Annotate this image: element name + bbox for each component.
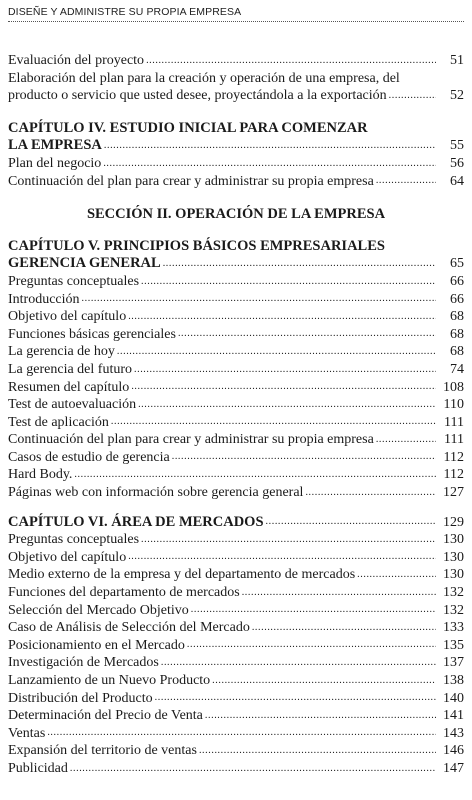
toc-entry-page: 143 xyxy=(443,725,464,741)
toc-entry-page: 68 xyxy=(450,344,464,360)
toc-entry-page: 110 xyxy=(443,397,464,413)
toc-entry-title: Determinación del Precio de Venta xyxy=(8,708,203,724)
chapter-heading[interactable] xyxy=(8,514,464,532)
toc-entry[interactable] xyxy=(8,173,464,191)
toc-entry-title: Resumen del capítulo xyxy=(8,379,130,395)
toc-entry[interactable] xyxy=(8,326,464,344)
toc-entry-title: Medio externo de la empresa y del departamento de mercados xyxy=(8,567,356,583)
leader-dots xyxy=(205,711,436,721)
toc-entry[interactable] xyxy=(8,87,464,105)
leader-dots xyxy=(111,417,436,427)
toc-entry-page: 130 xyxy=(443,532,464,548)
leader-dots xyxy=(266,517,436,527)
toc-entry-page: 74 xyxy=(450,361,464,377)
toc-entry-title: Posicionamiento en el Mercado xyxy=(8,637,185,653)
toc-entry-page: 51 xyxy=(450,53,464,68)
leader-dots xyxy=(128,312,436,322)
toc-entry[interactable] xyxy=(8,308,464,326)
toc-entry-title: Objetivo del capítulo xyxy=(8,549,127,565)
toc-entry[interactable] xyxy=(8,602,464,620)
toc-entry-title: Test de autoevaluación xyxy=(8,397,137,413)
toc-entry[interactable] xyxy=(8,379,464,397)
leader-dots xyxy=(117,347,436,357)
toc-entry-title: producto o servicio que usted desee, proyectándola a la exportación xyxy=(8,88,387,104)
chapter-page: 55 xyxy=(450,138,464,154)
toc-entry-title: Investigación de Mercados xyxy=(8,655,159,671)
toc-entry[interactable] xyxy=(8,742,464,760)
toc-entry[interactable] xyxy=(8,343,464,361)
toc-entry-page: 132 xyxy=(443,585,464,601)
toc-entry[interactable] xyxy=(8,760,464,778)
leader-dots xyxy=(163,259,436,269)
toc-entry-title: Elaboración del plan para la creación y operación de una empresa, del xyxy=(8,70,400,86)
toc-entry[interactable] xyxy=(8,396,464,414)
toc-entry-line1[interactable] xyxy=(8,70,464,88)
toc-entry[interactable] xyxy=(8,273,464,291)
leader-dots xyxy=(138,400,436,410)
toc-entry[interactable] xyxy=(8,637,464,655)
toc-entry-page: 138 xyxy=(443,673,464,688)
leader-dots xyxy=(172,452,436,462)
toc-entry-page: 130 xyxy=(443,567,464,583)
toc-entry-page: 111 xyxy=(444,414,464,430)
toc-entry[interactable] xyxy=(8,155,464,173)
leader-dots xyxy=(146,56,436,66)
toc-entry-title: Ventas xyxy=(8,725,46,741)
toc-entry-title: Funciones básicas gerenciales xyxy=(8,326,176,342)
toc-entry-page: 132 xyxy=(443,602,464,618)
toc-entry-title: Distribución del Producto xyxy=(8,690,153,706)
toc-entry-page: 68 xyxy=(450,309,464,325)
chapter-heading-line1: CAPÍTULO IV. ESTUDIO INICIAL PARA COMENZAR xyxy=(8,119,368,136)
leader-dots xyxy=(47,728,436,738)
toc-entry-title: Casos de estudio de gerencia xyxy=(8,449,170,465)
toc-entry[interactable] xyxy=(8,725,464,743)
leader-dots xyxy=(212,676,436,686)
leader-dots xyxy=(134,365,436,375)
chapter-page: 129 xyxy=(443,514,464,530)
toc-entry-title: Caso de Análisis de Selección del Mercado xyxy=(8,620,250,636)
toc-entry-page: 56 xyxy=(450,155,464,171)
toc-entry[interactable] xyxy=(8,466,464,484)
toc-entry-page: 137 xyxy=(443,655,464,671)
toc-entry-title: Preguntas conceptuales xyxy=(8,532,140,548)
leader-dots xyxy=(376,435,436,445)
toc-entry[interactable] xyxy=(8,431,464,449)
chapter-heading[interactable] xyxy=(8,137,464,155)
toc-entry-title: Evaluación del proyecto xyxy=(8,53,145,68)
toc-entry[interactable] xyxy=(8,52,464,70)
toc-entry-title: Funciones del departamento de mercados xyxy=(8,585,240,601)
chapter-heading-line1: CAPÍTULO V. PRINCIPIOS BÁSICOS EMPRESARIALES xyxy=(8,237,385,254)
toc-entry-title: Expansión del territorio de ventas xyxy=(8,743,197,759)
toc-entry-page: 130 xyxy=(443,549,464,565)
toc-entry-title: La gerencia del futuro xyxy=(8,361,132,377)
toc-entry-page: 147 xyxy=(443,760,464,776)
toc-entry[interactable] xyxy=(8,654,464,672)
leader-dots xyxy=(82,294,436,304)
toc-entry-page: 127 xyxy=(443,485,464,501)
toc-entry-title: La gerencia de hoy xyxy=(8,344,115,360)
toc-entry-title: Preguntas conceptuales xyxy=(8,273,140,289)
toc-entry[interactable] xyxy=(8,414,464,432)
toc-entry-title: Continuación del plan para crear y administrar su propia empresa xyxy=(8,432,374,448)
chapter-title: GERENCIA GENERAL xyxy=(8,255,161,272)
leader-dots xyxy=(199,746,436,756)
toc-entry-page: 112 xyxy=(443,467,464,483)
leader-dots xyxy=(389,91,436,101)
toc-entry-page: 133 xyxy=(443,620,464,636)
toc-entry-title: Continuación del plan para crear y administrar su propia empresa xyxy=(8,173,374,189)
toc-entry-page: 68 xyxy=(450,326,464,342)
leader-dots xyxy=(161,658,436,668)
leader-dots xyxy=(141,535,436,545)
book-title: DISEÑE Y ADMINISTRE SU PROPIA EMPRESA xyxy=(8,6,242,18)
running-header xyxy=(8,6,464,22)
toc-entry-title: Hard Body. xyxy=(8,467,73,483)
toc-entry-page: 108 xyxy=(443,379,464,395)
leader-dots xyxy=(178,329,436,339)
leader-dots xyxy=(70,764,436,774)
toc-entry-title: Lanzamiento de un Nuevo Producto xyxy=(8,673,211,688)
toc-entry-page: 146 xyxy=(443,743,464,759)
leader-dots xyxy=(242,588,436,598)
toc-entry-page: 111 xyxy=(444,432,464,448)
section-title: SECCIÓN II. OPERACIÓN DE LA EMPRESA xyxy=(86,206,386,223)
chapter-title: CAPÍTULO VI. ÁREA DE MERCADOS xyxy=(8,513,264,530)
toc-entry[interactable] xyxy=(8,707,464,725)
leader-dots xyxy=(252,623,436,633)
toc-entry-title: Introducción xyxy=(8,291,80,307)
leader-dots xyxy=(74,470,436,480)
toc-entry-title: Objetivo del capítulo xyxy=(8,309,127,325)
leader-dots xyxy=(131,382,436,392)
toc-entry-title: Publicidad xyxy=(8,760,68,776)
toc-entry-page: 52 xyxy=(450,88,464,104)
toc-entry-page: 66 xyxy=(450,273,464,289)
leader-dots xyxy=(187,640,436,650)
toc-entry-title: Plan del negocio xyxy=(8,155,102,171)
leader-dots xyxy=(103,159,436,169)
toc-entry-page: 135 xyxy=(443,637,464,653)
toc-entry-title: Páginas web con información sobre gerencia general xyxy=(8,485,304,501)
toc-entry[interactable] xyxy=(8,361,464,379)
toc-entry-title: Test de aplicación xyxy=(8,414,109,430)
leader-dots xyxy=(357,570,436,580)
toc-entry-page: 66 xyxy=(450,291,464,307)
toc-entry-page: 64 xyxy=(450,173,464,189)
leader-dots xyxy=(191,605,436,615)
toc-entry[interactable] xyxy=(8,690,464,708)
leader-dots xyxy=(376,176,436,186)
toc-entry-page: 140 xyxy=(443,690,464,706)
leader-dots xyxy=(104,141,436,151)
leader-dots xyxy=(155,693,436,703)
toc-entry[interactable] xyxy=(8,449,464,467)
chapter-heading[interactable] xyxy=(8,255,464,273)
toc-entry[interactable] xyxy=(8,484,464,502)
toc-entry-title: Selección del Mercado Objetivo xyxy=(8,602,189,618)
toc-entry[interactable] xyxy=(8,566,464,584)
toc-entry-page: 141 xyxy=(443,708,464,724)
toc-entry-page: 112 xyxy=(443,449,464,465)
chapter-title: LA EMPRESA xyxy=(8,137,102,154)
toc-entry[interactable] xyxy=(8,291,464,309)
leader-dots xyxy=(141,277,436,287)
leader-dots xyxy=(305,488,436,498)
chapter-page: 65 xyxy=(450,256,464,272)
toc-entry[interactable] xyxy=(8,531,464,549)
toc-entry[interactable] xyxy=(8,549,464,567)
table-of-contents xyxy=(8,52,464,778)
leader-dots xyxy=(128,552,436,562)
toc-entry[interactable] xyxy=(8,584,464,602)
toc-entry[interactable] xyxy=(8,619,464,637)
toc-entry[interactable] xyxy=(8,672,464,690)
